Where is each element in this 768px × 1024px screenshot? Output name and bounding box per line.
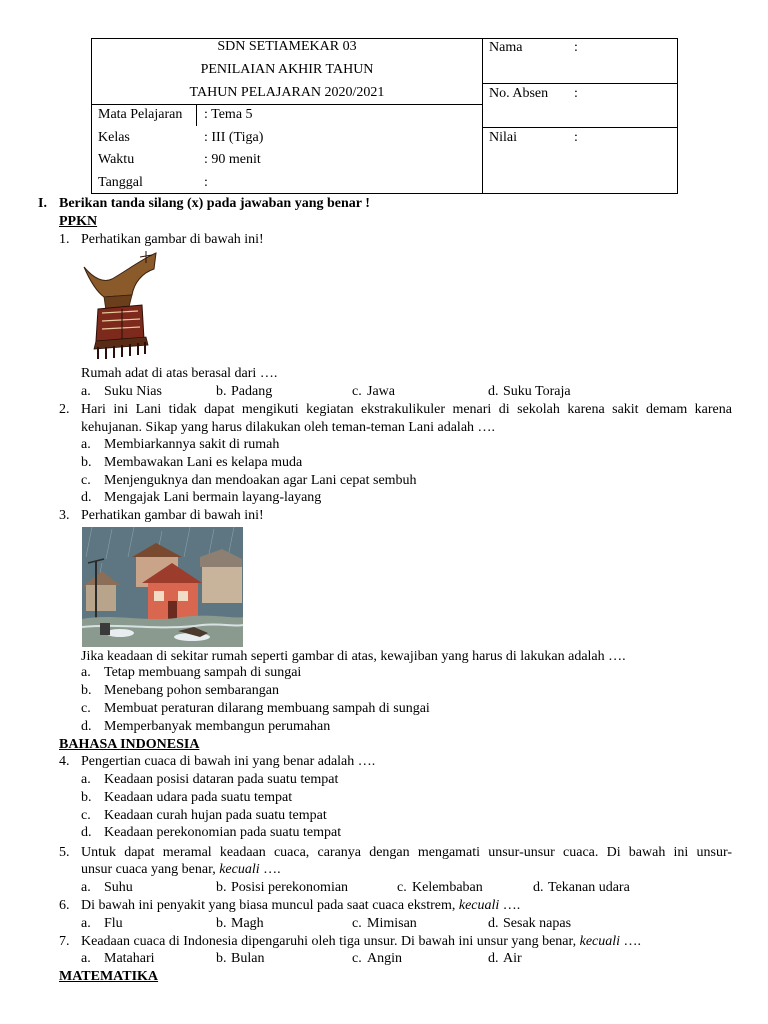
header-divider-right-2 [482,127,678,128]
option-letter: d. [488,384,499,399]
option-letter: d. [81,719,92,734]
question-text [81,933,641,950]
field-colon-absen: : [574,86,578,101]
field-value-class: : III (Tiga) [204,130,264,145]
field-label-class: Kelas [98,130,130,145]
question-text-tail: …. [259,862,281,877]
question-number: 4. [59,754,70,769]
field-label-score: Nilai [489,130,517,145]
option-letter: b. [216,880,227,895]
option-letter: c. [81,701,91,716]
header-divider-left [91,104,483,105]
option-letter: c. [352,916,362,931]
question-text-tail: …. [620,934,642,949]
toraja-house-image [82,249,160,361]
question-number: 7. [59,934,70,949]
option-letter: d. [488,916,499,931]
option-letter: b. [216,951,227,966]
option-text: Angin [367,951,402,966]
option-letter: a. [81,772,91,787]
field-label-subject: Mata Pelajaran [98,107,183,122]
option-letter: a. [81,916,91,931]
option-text: Mengajak Lani bermain layang-layang [104,490,322,505]
question-number: 1. [59,232,70,247]
question-emphasis: kecuali [219,862,260,877]
option-letter: c. [81,473,91,488]
option-text: Membiarkannya sakit di rumah [104,437,280,452]
option-letter: d. [81,490,92,505]
question-follow-text: Jika keadaan di sekitar rumah seperti gambar di atas, kewajiban yang harus di lakukan adalah …. [81,649,626,664]
option-text: Suku Toraja [503,384,571,399]
question-emphasis: kecuali [458,898,500,913]
question-number: 6. [59,898,70,913]
field-value-time: : 90 menit [204,152,261,167]
option-letter: b. [216,916,227,931]
option-letter: d. [488,951,499,966]
question-number: 5. [59,845,70,860]
option-text: Tekanan udara [548,880,630,895]
option-letter: d. [533,880,544,895]
option-text: Magh [231,916,264,931]
flooded-houses-image [82,527,243,647]
option-letter: a. [81,880,91,895]
option-text: Flu [104,916,123,931]
option-letter: d. [81,825,92,840]
question-emphasis: kecuali [579,934,621,949]
exam-title: PENILAIAN AKHIR TAHUN [200,62,374,77]
option-text: Suhu [104,880,133,895]
option-text: Membawakan Lani es kelapa muda [104,455,303,470]
header-divider-right-1 [482,83,678,84]
school-year: TAHUN PELAJARAN 2020/2021 [189,85,385,100]
subject-heading-matematika: MATEMATIKA [59,969,159,984]
option-letter: c. [81,808,91,823]
question-text-line1: Hari ini Lani tidak dapat mengikuti kegiatan ekstrakulikuler menari di sekolah karena sakit demam karena [81,402,732,417]
option-letter: a. [81,951,91,966]
option-text: Keadaan curah hujan pada suatu tempat [104,808,327,823]
option-letter: c. [352,384,362,399]
question-text: Pengertian cuaca di bawah ini yang benar adalah …. [81,754,376,769]
field-value-subject: : Tema 5 [204,107,253,122]
option-text: Kelembaban [412,880,483,895]
option-letter: b. [81,455,92,470]
question-text-main: Keadaan cuaca di Indonesia dipengaruhi oleh tiga unsur. Di bawah ini unsur yang benar, [81,934,580,949]
subject-heading-bahasa: BAHASA INDONESIA [59,737,200,752]
field-value-date: : [204,175,208,190]
section-number: I. [38,196,47,211]
option-text: Keadaan perekonomian pada suatu tempat [104,825,342,840]
option-letter: b. [216,384,227,399]
question-text: Perhatikan gambar di bawah ini! [81,508,264,523]
option-text: Jawa [367,384,395,399]
option-letter: b. [81,683,92,698]
option-letter: a. [81,437,91,452]
option-letter: c. [397,880,407,895]
section-instruction: Berikan tanda silang (x) pada jawaban yang benar ! [59,196,370,211]
question-number: 3. [59,508,70,523]
option-text: Tetap membuang sampah di sungai [104,665,302,680]
field-colon-score: : [574,130,578,145]
option-text: Menebang pohon sembarangan [104,683,279,698]
question-follow-text: Rumah adat di atas berasal dari …. [81,366,278,381]
option-text: Air [503,951,522,966]
question-text-tail: …. [499,898,521,913]
option-letter: a. [81,384,91,399]
question-text-main: unsur cuaca yang benar, [81,862,220,877]
option-text: Keadaan udara pada suatu tempat [104,790,293,805]
school-name: SDN SETIAMEKAR 03 [217,39,357,54]
option-text: Keadaan posisi dataran pada suatu tempat [104,772,339,787]
option-text: Mimisan [367,916,417,931]
field-label-time: Waktu [98,152,135,167]
question-text-line2: kehujanan. Sikap yang harus dilakukan oleh teman-teman Lani adalah …. [81,420,496,435]
question-text-main: Di bawah ini penyakit yang biasa muncul pada saat cuaca ekstrem, [81,898,459,913]
option-text: Matahari [104,951,155,966]
question-number: 2. [59,402,70,417]
field-colon-name: : [574,40,578,55]
option-letter: c. [352,951,362,966]
field-label-name: Nama [489,40,523,55]
question-text-line1: Untuk dapat meramal keadaan cuaca, caranya dengan mengamati unsur-unsur cuaca. Di bawah ini unsur- [81,845,732,860]
option-text: Suku Nias [104,384,162,399]
option-text: Menjenguknya dan mendoakan agar Lani cepat sembuh [104,473,417,488]
option-text: Padang [231,384,273,399]
option-letter: a. [81,665,91,680]
option-text: Bulan [231,951,265,966]
question-text-line2 [81,861,281,878]
subject-heading-ppkn: PPKN [59,214,98,229]
option-text: Memperbanyak membangun perumahan [104,719,331,734]
option-text: Posisi perekonomian [231,880,349,895]
field-label-absen: No. Absen [489,86,549,101]
question-text [81,897,520,914]
field-label-date: Tanggal [98,175,143,190]
option-letter: b. [81,790,92,805]
option-text: Sesak napas [503,916,572,931]
question-text: Perhatikan gambar di bawah ini! [81,232,264,247]
option-text: Membuat peraturan dilarang membuang sampah di sungai [104,701,430,716]
header-field-divider [196,104,197,126]
